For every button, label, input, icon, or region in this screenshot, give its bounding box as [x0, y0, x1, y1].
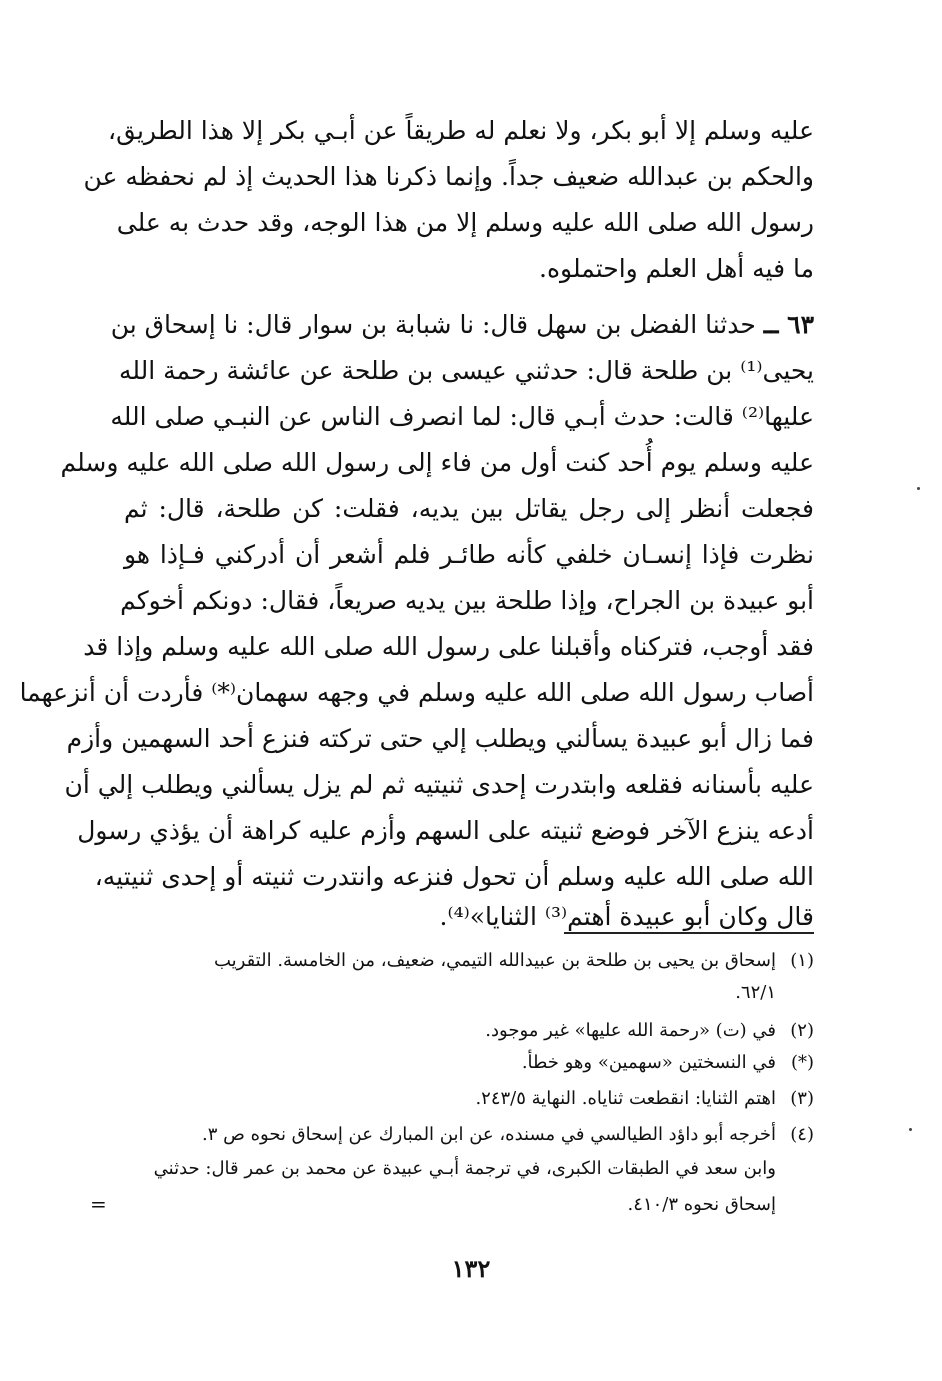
text-line: عليه وسلم إلا أبو بكر، ولا نعلم له طريقاً عن أبـي بكر إلا هذا الطريق،	[108, 116, 814, 145]
text-line: أدعه ينزع الآخر فوضع ثنيته على السهم وأزم عليه كراهة أن يؤذي رسول	[77, 816, 814, 845]
text-line	[110, 302, 814, 348]
text-line: والحكم بن عبدالله ضعيف جداً. وإنما ذكرنا هذا الحديث إذ لم نحفظه عن	[83, 162, 814, 191]
footnote-4	[114, 1120, 814, 1150]
text-line: فما زال أبو عبيدة يسألني ويطلب إلي حتى تركته فنزع أحد السهمين وأزم	[66, 724, 814, 753]
text-line: رسول الله صلى الله عليه وسلم إلا من هذا الوجه، وقد حدث به على	[116, 208, 814, 237]
text-line: يحيى⁽¹⁾ بن طلحة قال: حدثني عيسى بن طلحة عن عائشة رحمة الله	[118, 356, 814, 385]
page-number: ١٣٢	[451, 1254, 491, 1283]
footnote-2	[114, 1016, 814, 1046]
text-line: أصاب رسول الله صلى الله عليه وسلم في وجهه سهمان⁽*⁾ فأردت أن أنزعهما	[19, 678, 814, 707]
text-line: فقد أوجب، فتركناه وأقبلنا على رسول الله صلى الله عليه وسلم وإذا قد	[83, 632, 814, 661]
continuation-mark: =	[90, 1192, 107, 1216]
text-line: عليه بأسنانه فقلعه وابتدرت إحدى ثنيتيه ثم لم يزل يسألني ويطلب إلي أن	[64, 770, 814, 799]
text-line: ما فيه أهل العلم واحتملوه.	[539, 254, 814, 283]
text-line: نظرت فإذا إنسـان خلفي كأنه طائـر فلم أشعر أن أدركني فـإذا هو	[124, 540, 814, 569]
footnote-star	[114, 1048, 814, 1078]
footnote-1-continued: ٦٢/١.	[735, 982, 776, 1003]
text-line: عليها⁽²⁾ قالت: حدث أبـي قال: لما انصرف الناس عن النبـي صلى الله	[110, 402, 814, 431]
footnote-4-continued: إسحاق نحوه ٤١٠/٣.	[627, 1194, 776, 1215]
footnote-text: في النسختين «سهمين» وهو خطأ.	[521, 1052, 776, 1073]
scan-speck	[917, 487, 920, 490]
footnote-mark: (٢)	[790, 1020, 814, 1041]
text-line: أبو عبيدة بن الجراح، وإذا طلحة بين يديه صريعاً، فقال: دونكم أخوكم	[120, 586, 814, 615]
text-line: قال وكان أبو عبيدة أهتم⁽³⁾ الثنايا»⁽⁴⁾.	[439, 902, 814, 931]
footnote-mark: (٣)	[790, 1088, 814, 1109]
footnote-mark: (٤)	[790, 1124, 814, 1145]
footnote-mark: (*)	[790, 1052, 814, 1073]
text-line: الله صلى الله عليه وسلم أن تحول فنزعه وانتدرت ثنيته أو إحدى ثنيتيه،	[94, 862, 814, 891]
footnote-separator	[564, 932, 814, 934]
footnote-1	[114, 946, 814, 976]
text-line: عليه وسلم يوم أُحد كنت أول من فاء إلى رسول الله صلى الله عليه وسلم	[60, 448, 814, 477]
footnote-text: إسحاق بن يحيى بن طلحة بن عبيدالله التيمي، ضعيف، من الخامسة. التقريب	[213, 950, 776, 971]
footnote-4-continued: وابن سعد في الطبقات الكبرى، في ترجمة أبـي عبيدة عن محمد بن عمر قال: حدثني	[153, 1158, 776, 1179]
footnote-3	[114, 1084, 814, 1114]
text-segment: حدثنا الفضل بن سهل قال: نا شبابة بن سوار قال: نا إسحاق بن	[110, 310, 756, 339]
footnote-text: اهتم الثنايا: انقطعت ثناياه. النهاية ٢٤٣/٥.	[475, 1088, 776, 1109]
scan-speck	[909, 1128, 912, 1131]
hadith-number: ٦٣ ــ	[763, 310, 814, 339]
footnote-text: أخرجه أبو داؤد الطيالسي في مسنده، عن ابن المبارك عن إسحاق نحوه ص ٣.	[201, 1124, 776, 1145]
text-line: فجعلت أنظر إلى رجل يقاتل بين يديه، فقلت: كن طلحة، قال: ثم	[124, 494, 814, 523]
footnote-text: في (ت) «رحمة الله عليها» غير موجود.	[485, 1020, 776, 1041]
footnote-mark: (١)	[790, 950, 814, 971]
